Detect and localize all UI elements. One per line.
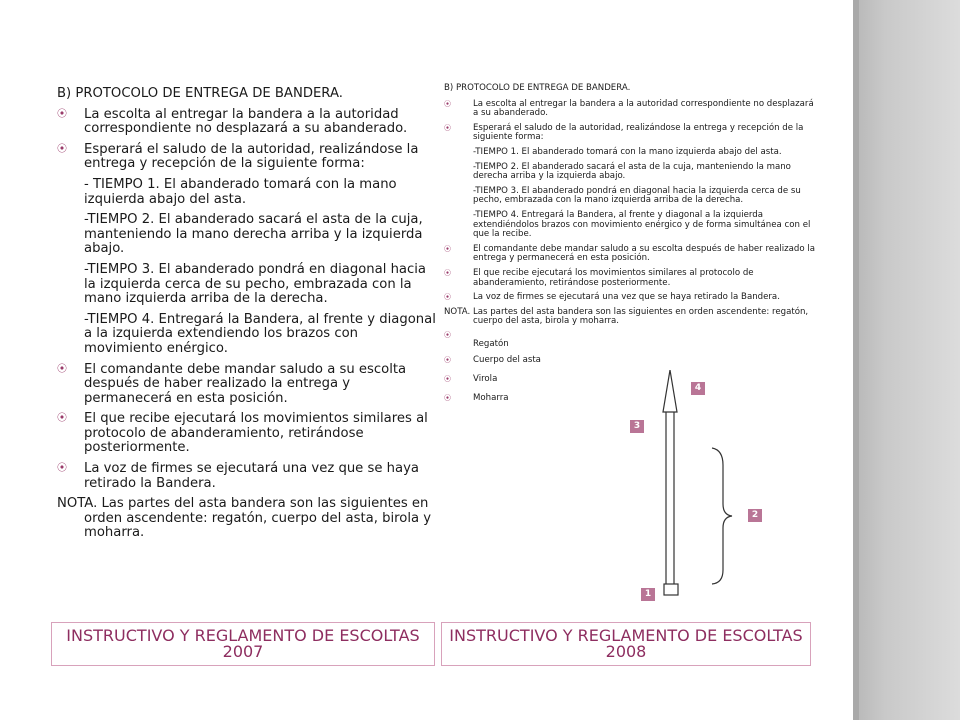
step-2008: -TIEMPO 3. El abanderado pondrá en diagonal hacia la izquierda cerca de su pecho, embrazada con la mano izquierda arriba de la derecha. xyxy=(473,185,801,206)
bullet-icon: ⦿ xyxy=(444,355,451,364)
spearhead-shape xyxy=(663,370,677,412)
bullet-icon: ⦿ xyxy=(57,463,67,475)
note-2008: NOTA. Las partes del asta bandera son las siguientes en orden ascendente: regatón, cuerpo del asta, birola y moharra. xyxy=(444,306,809,327)
diagram-label-4: 4 xyxy=(691,382,705,395)
bullet-2007: ⦿ Esperará el saludo de la autoridad, realizándose la entrega y recepción de la siguiente forma: xyxy=(57,141,419,172)
bullet-icon: ⦿ xyxy=(444,99,451,108)
bullet-icon: ⦿ xyxy=(444,330,451,339)
bullet-icon: ⦿ xyxy=(444,374,451,383)
caption-2008: INSTRUCTIVO Y REGLAMENTO DE ESCOLTAS 2008 xyxy=(441,622,811,666)
bullet-2007: ⦿ La escolta al entregar la bandera a la autoridad correspondiente no desplazará a su abanderado. xyxy=(57,106,408,137)
section-title-2008: B) PROTOCOLO DE ENTREGA DE BANDERA. xyxy=(444,83,631,93)
step-2007: -TIEMPO 2. El abanderado sacará el asta de la cuja, manteniendo la mano derecha arriba y la izquierda abajo. xyxy=(84,212,423,257)
step-2008: -TIEMPO 1. El abanderado tomará con la mano izquierda abajo del asta. xyxy=(473,146,782,157)
text-2008 xyxy=(444,84,816,413)
bullet-icon: ⦿ xyxy=(57,363,67,375)
bullet-2007: ⦿ La voz de firmes se ejecutará una vez que se haya retirado la Bandera. xyxy=(57,461,419,491)
bullet-icon: ⦿ xyxy=(444,123,451,132)
text-2007 xyxy=(57,87,437,541)
diagram-label-3: 3 xyxy=(630,420,644,433)
diagram-label-2: 2 xyxy=(748,509,762,522)
list-item: ⦿ Virola xyxy=(444,373,498,384)
step-2007: -TIEMPO 3. El abanderado pondrá en diagonal hacia la izquierda cerca de su pecho, embrazada con la mano izquierda arriba de la derecha. xyxy=(84,261,427,307)
step-2008: -TIEMPO 2. El abanderado sacará el asta de la cuja, manteniendo la mano derecha arriba y la izquierda abajo. xyxy=(473,161,791,182)
bullet-2008: ⦿ El comandante debe mandar saludo a su escolta después de haber realizado la entrega y permanecerá en esta posición. xyxy=(444,243,815,264)
bullet-icon: ⦿ xyxy=(444,244,451,253)
note-2007: NOTA. Las partes del asta bandera son las siguientes en orden ascendente: regatón, cuerpo del asta, birola y moharra. xyxy=(57,496,432,541)
diagram-label-1: 1 xyxy=(641,588,655,601)
bullet-icon: ⦿ xyxy=(444,268,451,277)
bullet-2007: ⦿ El que recibe ejecutará los movimientos similares al protocolo de abanderamiento, retirándose posteriormente. xyxy=(57,411,428,456)
brace-shape xyxy=(712,448,732,584)
list-item: ⦿ Moharra xyxy=(444,392,509,403)
bullet-2008: ⦿ La voz de firmes se ejecutará una vez que se haya retirado la Bandera. xyxy=(444,292,780,303)
bullet-icon: ⦿ xyxy=(57,143,67,155)
bullet-2008: ⦿ La escolta al entregar la bandera a la autoridad correspondiente no desplazará a su abanderado. xyxy=(444,98,814,119)
side-decor-strip xyxy=(853,0,960,720)
bullet-icon: ⦿ xyxy=(57,108,67,120)
bullet-icon: ⦿ xyxy=(57,413,67,425)
ferrule-shape xyxy=(664,584,678,595)
flagpole-drawing xyxy=(620,370,780,610)
caption-2007: INSTRUCTIVO Y REGLAMENTO DE ESCOLTAS 2007 xyxy=(51,622,435,666)
flagpole-diagram xyxy=(620,370,780,610)
bullet-2008: ⦿ Esperará el saludo de la autoridad, realizándose la entrega y recepción de la siguiente forma: xyxy=(444,122,804,143)
step-2007: -TIEMPO 4. Entregará la Bandera, al frente y diagonal a la izquierda extendiendo los brazos con movimiento enérgico. xyxy=(84,311,436,356)
section-title-2007: B) PROTOCOLO DE ENTREGA DE BANDERA. xyxy=(57,86,343,101)
step-2008: -TIEMPO 4. Entregará la Bandera, al frente y diagonal a la izquierda extendiéndolos brazos con movimiento enérgico y de forma simultánea con el que la recibe. xyxy=(473,209,811,240)
bullet-2008: ⦿ El que recibe ejecutará los movimientos similares al protocolo de abanderamiento, retirándose posteriormente. xyxy=(444,267,754,288)
list-item: ⦿ Regatón xyxy=(444,330,509,349)
bullet-icon: ⦿ xyxy=(444,393,451,402)
list-item: ⦿ Cuerpo del asta xyxy=(444,354,541,365)
bullet-2007: ⦿ El comandante debe mandar saludo a su escolta después de haber realizado la entrega y permanecerá en esta posición. xyxy=(57,361,407,406)
step-2007: - TIEMPO 1. El abanderado tomará con la mano izquierda abajo del asta. xyxy=(84,176,397,207)
bullet-icon: ⦿ xyxy=(444,293,451,302)
